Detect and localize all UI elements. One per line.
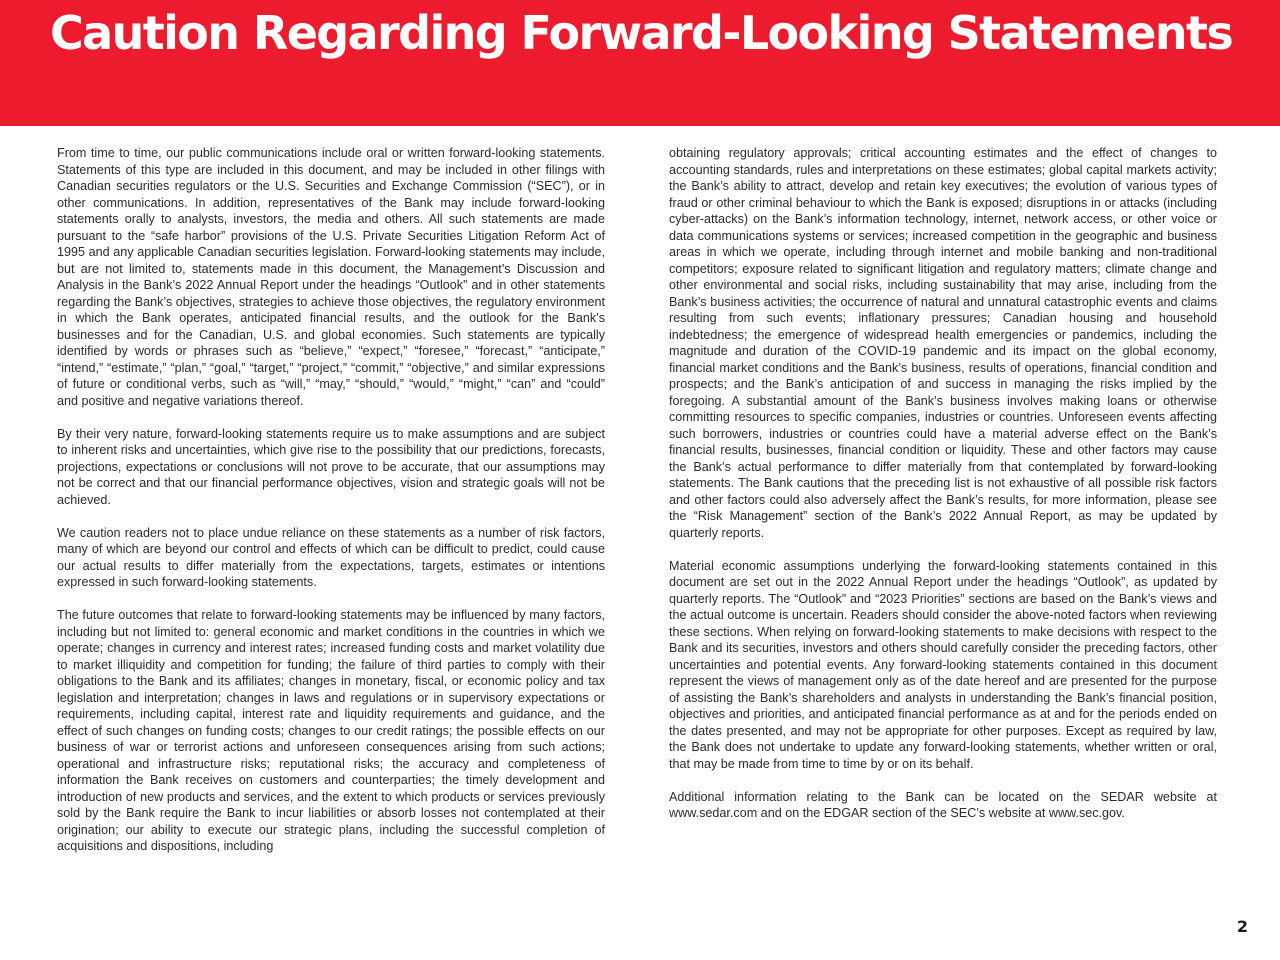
page-number: 2 (1236, 917, 1248, 936)
paragraph-economic-assumptions: Material economic assumptions underlying the forward-looking statements contained in this document are set out in the 2022 Annual Report under the headings “Outlook”, as updated by quarterly reports. The “Outlook” and “2023 Priorities” sections are based on the Bank’s views and the actual outcome is uncertain. Readers should consider the above-noted factors when reviewing these sections. When relying on forward-looking statements to make decisions with respect to the Bank and its securities, investors and others should carefully consider the preceding factors, other uncertainties and potential events. Any forward-looking statements contained in this document represent the views of management only as of the date hereof and are presented for the purpose of assisting the Bank’s shareholders and analysts in understanding the Bank’s financial position, objectives and priorities, and anticipated financial performance as at and for the periods ended on the dates presented, and may not be appropriate for other purposes. Except as required by law, the Bank does not undertake to update any forward-looking statements, whether written or oral, that may be made from time to time by or on its behalf. (669, 558, 1217, 771)
paragraph-caution-readers: We caution readers not to place undue reliance on these statements as a number of risk factors, many of which are beyond our control and effects of which can be difficult to predict, could cause our actual results to differ materially from the expectations, targets, estimates or intentions expressed in such forward-looking statements. (57, 525, 605, 589)
left-column (57, 145, 605, 871)
paragraph-future-outcomes: The future outcomes that relate to forward-looking statements may be influenced by many factors, including but not limited to: general economic and market conditions in the countries in which we operate; changes in currency and interest rates; increased funding costs and market volatility due to market illiquidity and competition for funding; the failure of third parties to comply with their obligations to the Bank and its affiliates; changes in monetary, fiscal, or economic policy and tax legislation and interpretation; changes in laws and regulations or in supervisory expectations or requirements, including capital, interest rate and liquidity requirements and guidance, and the effect of such changes on funding costs; changes to our credit ratings; the possible effects on our business of war or terrorist actions and unforeseen consequences arising from such actions; operational and infrastructure risks; reputational risks; the accuracy and completeness of information the Bank receives on customers and counterparties; the timely development and introduction of new products and services, and the extent to which products or services previously sold by the Bank require the Bank to incur liabilities or absorb losses not contemplated at their origination; our ability to execute our strategic plans, including the successful completion of acquisitions and dispositions, including (57, 608, 605, 853)
paragraph-additional-information: Additional information relating to the Bank can be located on the SEDAR website at www.sedar.com and on the EDGAR section of the SEC’s website at www.sec.gov. (669, 789, 1217, 820)
paragraph-risk-factors-continued: obtaining regulatory approvals; critical accounting estimates and the effect of changes to accounting standards, rules and interpretations on these estimates; global capital markets activity; the Bank’s ability to attract, develop and retain key executives; the evolution of various types of fraud or other criminal behaviour to which the Bank is exposed; disruptions in or attacks (including cyber-attacks) on the Bank’s information technology, internet, network access, or other voice or data communications systems or services; increased competition in the geographic and business areas in which we operate, including through internet and mobile banking and non-traditional competitors; exposure related to significant litigation and regulatory matters; climate change and other environmental and social risks, including sustainability that may arise, including from the Bank’s business activities; the occurrence of natural and unnatural catastrophic events and claims resulting from such events; inflationary pressures; Canadian housing and household indebtedness; the emergence of widespread health emergencies or pandemics, including the magnitude and duration of the COVID-19 pandemic and its impact on the global economy, financial market conditions and the Bank’s business, results of operations, financial condition and prospects; and the Bank’s anticipation of and success in managing the risks implied by the foregoing. A substantial amount of the Bank’s business involves making loans or otherwise committing resources to specific companies, industries or countries. Unforeseen events affecting such borrowers, industries or countries could have a material adverse effect on the Bank’s financial results, businesses, financial condition or liquidity. These and other factors may cause the Bank’s actual performance to differ materially from that contemplated by forward-looking statements. The Bank cautions that the preceding list is not exhaustive of all possible risk factors and other factors could also adversely affect the Bank’s results, for more information, please see the “Risk Management” section of the Bank’s 2022 Annual Report, as may be updated by quarterly reports. (669, 146, 1217, 540)
header-band (0, 0, 1280, 126)
paragraph-assumptions-risks: By their very nature, forward-looking statements require us to make assumptions and are subject to inherent risks and uncertainties, which give rise to the possibility that our predictions, forecasts, projections, expectations or conclusions will not prove to be accurate, that our assumptions may not be correct and that our financial performance objectives, vision and strategic goals will not be achieved. (57, 426, 605, 507)
right-column (669, 145, 1217, 838)
page-title: Caution Regarding Forward-Looking Statements (50, 6, 1233, 60)
paragraph-intro: From time to time, our public communications include oral or written forward-looking statements. Statements of this type are included in this document, and may be included in other filings with Canadian securities regulators or the U.S. Securities and Exchange Commission (“SEC”), or in other communications. In addition, representatives of the Bank may include forward-looking statements orally to analysts, investors, the media and others. All such statements are made pursuant to the “safe harbor” provisions of the U.S. Private Securities Litigation Reform Act of 1995 and any applicable Canadian securities legislation. Forward-looking statements may include, but are not limited to, statements made in this document, the Management’s Discussion and Analysis in the Bank’s 2022 Annual Report under the headings “Outlook” and in other statements regarding the Bank’s objectives, strategies to achieve those objectives, the regulatory environment in which the Bank operates, anticipated financial results, and the outlook for the Bank’s businesses and for the Canadian, U.S. and global economies. Such statements are typically identified by words or phrases such as “believe,” “expect,” “foresee,” “forecast,” “anticipate,” “intend,” “estimate,” “plan,” “goal,” “target,” “project,” “commit,” “objective,” and similar expressions of future or conditional verbs, such as “will,” “may,” “should,” “would,” “might,” “can” and “could” and positive and negative variations thereof. (57, 146, 605, 408)
